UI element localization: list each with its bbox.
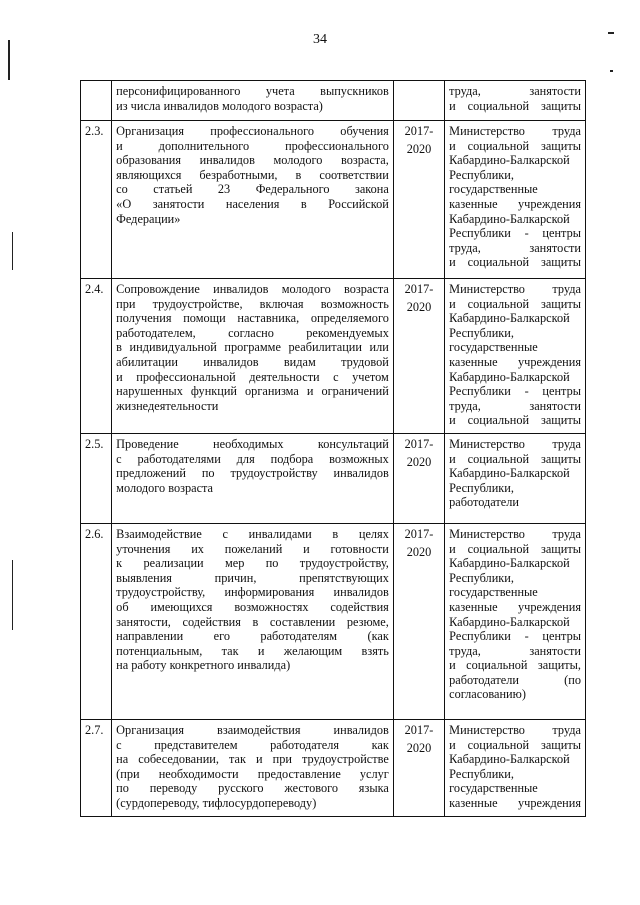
row-number: 2.6. bbox=[81, 523, 112, 719]
executor-line: казенные учреждения bbox=[449, 196, 581, 211]
executor-line: Министерство труда bbox=[449, 282, 581, 296]
description-line: Сопровождение инвалидов молодого возраста bbox=[116, 282, 389, 296]
executor-line: Кабардино-Балкарской bbox=[449, 153, 570, 168]
description-line: с работодателями для подбора возможных bbox=[116, 451, 389, 466]
period-start: 2017- bbox=[404, 722, 434, 737]
responsible-executors bbox=[445, 523, 586, 719]
description-line: (сурдопереводу, тифлосурдопереводу) bbox=[116, 795, 317, 810]
executor-line: государственные bbox=[449, 781, 538, 796]
description-line: являющихся безработными, в соответствии bbox=[116, 167, 389, 182]
row-number: 2.3. bbox=[81, 121, 112, 279]
period-end: 2020 bbox=[406, 299, 432, 314]
description-line: Проведение необходимых консультаций bbox=[116, 436, 389, 451]
executor-line: и социальной защиты bbox=[449, 255, 581, 270]
description-line: по переводу русского жестового языка bbox=[116, 781, 389, 796]
executor-line: и социальной защиты bbox=[449, 296, 581, 311]
description-line: трудоустройству, информирования инвалидов bbox=[116, 585, 389, 600]
executor-line: труда, занятости bbox=[449, 240, 581, 255]
responsible-executors bbox=[445, 81, 586, 121]
executor-line: Министерство труда bbox=[449, 436, 581, 451]
period-cell bbox=[393, 523, 444, 719]
period-start: 2017- bbox=[404, 436, 434, 451]
row-number bbox=[81, 81, 112, 121]
measure-description bbox=[112, 279, 394, 434]
period-cell bbox=[393, 433, 444, 523]
executor-line: Министерство труда bbox=[449, 124, 581, 138]
description-line: при трудоустройстве, включая возможность bbox=[116, 296, 389, 311]
period-start: 2017- bbox=[404, 282, 434, 296]
scan-artifact-left bbox=[8, 40, 10, 80]
description-line: Взаимодействие с инвалидами в целях bbox=[116, 526, 389, 541]
executor-line: и социальной защиты bbox=[449, 737, 581, 752]
measure-description bbox=[112, 719, 394, 816]
executor-line: и социальной защиты bbox=[449, 413, 581, 428]
executor-line: труда, занятости bbox=[449, 398, 581, 413]
description-line: в индивидуальной программе реабилитации или bbox=[116, 340, 389, 355]
executor-line: государственные bbox=[449, 182, 538, 197]
executor-line: и социальной защиты bbox=[449, 138, 581, 153]
executor-line: Республики, bbox=[449, 766, 514, 781]
table-row bbox=[81, 433, 586, 523]
executor-line: и социальной защиты bbox=[449, 451, 581, 466]
executor-line: Министерство труда bbox=[449, 526, 581, 541]
executor-line: казенные учреждения bbox=[449, 795, 581, 810]
period-end: 2020 bbox=[406, 740, 432, 755]
executor-line: Министерство труда bbox=[449, 722, 581, 737]
page-number: 34 bbox=[313, 32, 327, 47]
description-line: направлении его работодателям (как bbox=[116, 629, 389, 644]
description-line: Организация профессионального обучения bbox=[116, 124, 389, 138]
responsible-executors bbox=[445, 433, 586, 523]
table-row bbox=[81, 719, 586, 816]
description-line: абилитации инвалидов видам трудовой bbox=[116, 354, 389, 369]
executor-line: Кабардино-Балкарской bbox=[449, 556, 570, 571]
description-line: работодателем, согласно рекомендуемых bbox=[116, 325, 389, 340]
description-line: и дополнительного профессионального bbox=[116, 138, 389, 153]
measure-description bbox=[112, 523, 394, 719]
table-row bbox=[81, 81, 586, 121]
executor-line: и социальной защиты bbox=[449, 541, 581, 556]
period-cell bbox=[393, 81, 444, 121]
description-line: жизнедеятельности bbox=[116, 398, 219, 413]
executor-line: Кабардино-Балкарской bbox=[449, 369, 570, 384]
executor-line: и социальной защиты bbox=[449, 98, 581, 113]
scan-artifact-right bbox=[610, 70, 613, 72]
description-line: молодого возраста bbox=[116, 480, 214, 495]
executor-line: Республики - центры bbox=[449, 226, 581, 241]
executor-line: Кабардино-Балкарской bbox=[449, 614, 570, 629]
executor-line: согласованию) bbox=[449, 687, 526, 702]
scan-artifact-top-right bbox=[608, 32, 614, 34]
table-body bbox=[81, 81, 586, 817]
executor-line: Кабардино-Балкарской bbox=[449, 466, 570, 481]
responsible-executors bbox=[445, 121, 586, 279]
responsible-executors bbox=[445, 279, 586, 434]
executor-line: Республики, bbox=[449, 570, 514, 585]
scan-artifact-left-bottom bbox=[12, 560, 13, 630]
table-row bbox=[81, 279, 586, 434]
executor-line: Республики - центры bbox=[449, 384, 581, 399]
description-line: со статьей 23 Федерального закона bbox=[116, 182, 389, 197]
period-cell bbox=[393, 279, 444, 434]
responsible-executors bbox=[445, 719, 586, 816]
row-number: 2.5. bbox=[81, 433, 112, 523]
description-line: Организация взаимодействия инвалидов bbox=[116, 722, 389, 737]
description-line: с представителем работодателя как bbox=[116, 737, 389, 752]
table-row bbox=[81, 523, 586, 719]
description-line: об имеющихся возможностях содействия bbox=[116, 599, 389, 614]
description-line: (при необходимости предоставление услуг bbox=[116, 766, 389, 781]
executor-line: и социальной защиты, bbox=[449, 658, 581, 673]
executor-line: Республики, bbox=[449, 325, 514, 340]
description-line: занятости, содействия в составлении резюме, bbox=[116, 614, 389, 629]
measure-description bbox=[112, 433, 394, 523]
description-line: потенциальным, так и желающим взять bbox=[116, 643, 389, 658]
executor-line: Республики, bbox=[449, 167, 514, 182]
description-line: предложений по трудоустройству инвалидов bbox=[116, 466, 389, 481]
period-cell bbox=[393, 719, 444, 816]
row-number: 2.7. bbox=[81, 719, 112, 816]
description-line: нарушенных функций организма и ограничений bbox=[116, 384, 389, 399]
description-line: «О занятости населения в Российской bbox=[116, 196, 389, 211]
description-line: на работу конкретного инвалида) bbox=[116, 658, 291, 673]
period-start: 2017- bbox=[404, 526, 434, 541]
executor-line: работодатели (по bbox=[449, 672, 581, 687]
description-line: получения помощи наставника, определяемого bbox=[116, 311, 389, 326]
description-line: из числа инвалидов молодого возраста) bbox=[116, 98, 323, 113]
executor-line: государственные bbox=[449, 340, 538, 355]
description-line: образования инвалидов молодого возраста, bbox=[116, 153, 389, 168]
table-row bbox=[81, 121, 586, 279]
description-line: выявления причин, препятствующих bbox=[116, 570, 389, 585]
description-line: персонифицированного учета выпускников bbox=[116, 84, 389, 98]
executor-line: Кабардино-Балкарской bbox=[449, 752, 570, 767]
description-line: и профессиональной деятельности с учетом bbox=[116, 369, 389, 384]
period-cell bbox=[393, 121, 444, 279]
executor-line: труда, занятости bbox=[449, 643, 581, 658]
description-line: Федерации» bbox=[116, 211, 181, 226]
executor-line: казенные учреждения bbox=[449, 599, 581, 614]
description-line: уточнения их пожеланий и готовности bbox=[116, 541, 389, 556]
executor-line: казенные учреждения bbox=[449, 354, 581, 369]
description-line: к реализации мер по трудоустройству, bbox=[116, 556, 389, 571]
action-plan-table bbox=[80, 80, 586, 817]
row-number: 2.4. bbox=[81, 279, 112, 434]
executor-line: Республики, bbox=[449, 480, 514, 495]
executor-line: государственные bbox=[449, 585, 538, 600]
period-end: 2020 bbox=[406, 141, 432, 156]
executor-line: Республики - центры bbox=[449, 629, 581, 644]
executor-line: труда, занятости bbox=[449, 84, 581, 98]
executor-line: работодатели bbox=[449, 495, 519, 510]
measure-description bbox=[112, 81, 394, 121]
executor-line: Кабардино-Балкарской bbox=[449, 311, 570, 326]
measure-description bbox=[112, 121, 394, 279]
scan-artifact-left-lower bbox=[12, 232, 13, 270]
period-start: 2017- bbox=[404, 124, 434, 138]
period-end: 2020 bbox=[406, 454, 432, 469]
executor-line: Кабардино-Балкарской bbox=[449, 211, 570, 226]
period-end: 2020 bbox=[406, 544, 432, 559]
description-line: на собеседовании, так и при трудоустройстве bbox=[116, 752, 389, 767]
